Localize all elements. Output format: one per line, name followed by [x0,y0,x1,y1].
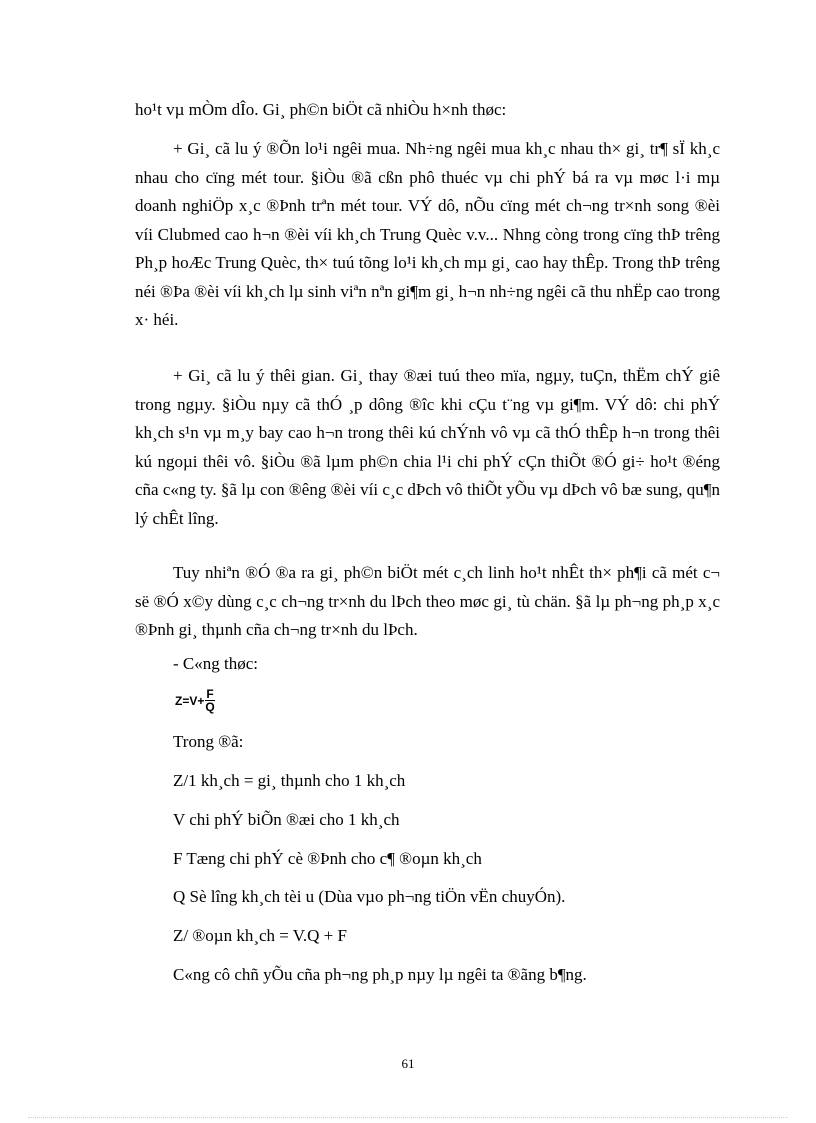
formula-lhs: Z=V+ [175,694,205,708]
line-f-fixed-cost: F Tæng chi phÝ cè ®Þnh cho c¶ ®oµn kh¸ch [173,849,482,868]
paragraph-intro: ho¹t vµ mÒm dÎo. Gi¸ ph©n biÖt cã nhiÒu h×nh thøc: [135,100,507,119]
line-v-variable-cost: V chi phÝ biÕn ®æi cho 1 kh¸ch [173,810,400,829]
formula-fraction [205,688,214,714]
paragraph-buyer-pricing: + Gi¸ cã lu ý ®Õn lo¹i ngêi mua. Nh÷ng ngêi mua kh¸c nhau th× gi¸ tr¶ sÏ kh¸c nhau cho cïng mét tour. §iÒu ®ã cßn phô thuéc vµ chi phÝ bá ra vµ møc l·i mµ doanh nghiÖp x¸c ®Þnh trªn mét tour. VÝ dô, nÕu cïng mét ch¬ng tr×nh song ®èi víi Clubmed cao h¬n ®èi víi kh¸ch Trung Quèc v.v... Nhng còng trong cïng thÞ trêng Ph¸p hoÆc Trung Quèc, th× tuú tõng lo¹i kh¸ch mµ gi¸ cao hay thÊp. Trong thÞ trêng néi ®Þa ®èi víi kh¸ch lµ sinh viªn nªn gi¶m gi¸ h¬n nh÷ng ngêi cã thu nhËp cao trong x· héi. [135,139,720,329]
paragraph-time-pricing: + Gi¸ cã lu ý thêi gian. Gi¸ thay ®æi tuú theo mïa, ngµy, tuÇn, thËm chÝ giê trong ngµy. §iÒu nµy cã thÓ ¸p dông ®îc khi cÇu t¨ng vµ gi¶m. VÝ dô: chi phÝ kh¸ch s¹n vµ m¸y bay cao h¬n trong thêi kú chÝnh vô vµ cã thÓ thÊp h¬n trong thêi kú ngoµi thêi vô. §iÒu ®ã lµm ph©n chia l¹i chi phÝ cÇn thiÕt ®Ó gi÷ ho¹t ®éng cña c«ng ty. §ã lµ con ®êng ®èi víi c¸c dÞch vô thiÕt yÕu vµ dÞch vô bæ sung, qu¶n lý chÊt lîng. [135,366,720,528]
page-bottom-divider [28,1117,788,1118]
line-z-per-guest: Z/1 kh¸ch = gi¸ thµnh cho 1 kh¸ch [173,771,406,790]
formula-numerator: F [206,687,214,701]
line-main-tool: C«ng cô chñ yÕu cña ph¬ng ph¸p nµy lµ ngêi ta ®ãng b¶ng. [173,965,587,984]
formula-heading: - C«ng thøc: [173,654,258,673]
paragraph-flexible-pricing: Tuy nhiªn ®Ó ®a ra gi¸ ph©n biÖt mét c¸ch linh ho¹t nhÊt th× ph¶i cã mét c¬ së ®Ó x©y dùng c¸c ch¬ng tr×nh du lÞch theo møc gi¸ tù chän. §ã lµ ph¬ng ph¸p x¸c ®Þnh gi¸ thµnh cña ch¬ng tr×nh du lÞch. [135,563,720,639]
formula-denominator: Q [205,700,215,714]
line-q-quantity: Q Sè lîng kh¸ch tèi u (Dùa vµo ph¬ng tiÖn vËn chuyÓn). [173,887,566,906]
cost-formula [175,688,215,714]
line-z-per-group: Z/ ®oµn kh¸ch = V.Q + F [173,926,347,945]
page-number: 61 [401,1056,415,1071]
line-where: Trong ®ã: [173,732,244,751]
